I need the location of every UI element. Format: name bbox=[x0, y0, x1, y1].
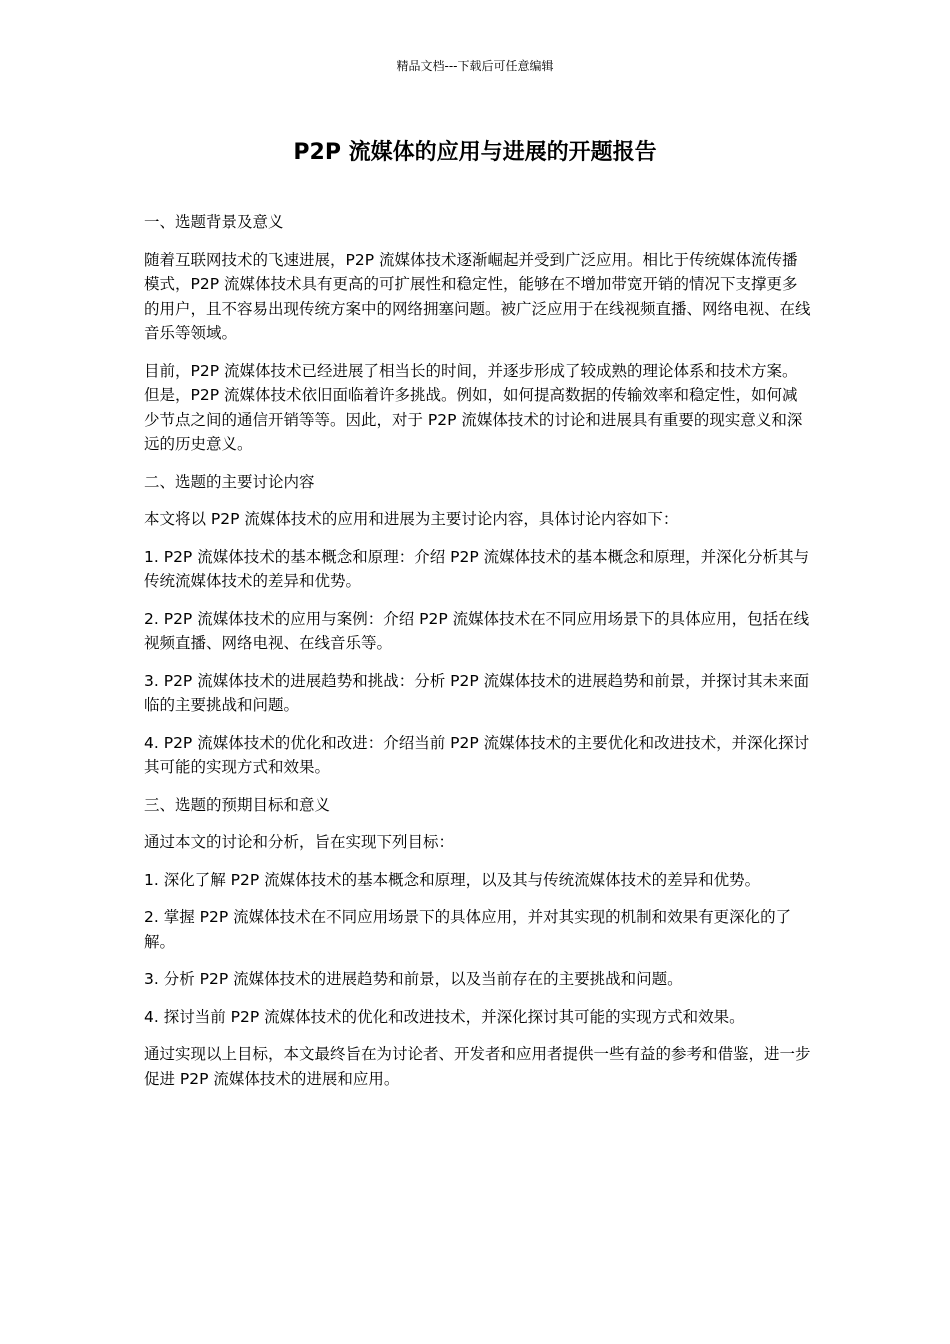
list-item-goals-3: 3. 分析 P2P 流媒体技术的进展趋势和前景，以及当前存在的主要挑战和问题。 bbox=[144, 970, 683, 988]
paragraph-goals-intro: 通过本文的讨论和分析，旨在实现下列目标： bbox=[144, 833, 455, 851]
header-note: 精品文档---下载后可任意编辑 bbox=[396, 59, 554, 73]
paragraph-background-1: 随着互联网技术的飞速进展，P2P 流媒体技术逐渐崛起并受到广泛应用。相比于传统媒体流传播模式，P2P 流媒体技术具有更高的可扩展性和稳定性，能够在不增加带宽开销的情况下支撑更多的用户，且不容易出现传统方案中的网络拥塞问题。被广泛应用于在线视频直播、网络电视、在线音乐等领域。 bbox=[144, 250, 811, 342]
section-heading-background: 一、选题背景及意义 bbox=[144, 213, 284, 231]
paragraph-closing: 通过实现以上目标，本文最终旨在为讨论者、开发者和应用者提供一些有益的参考和借鉴，进一步促进 P2P 流媒体技术的进展和应用。 bbox=[144, 1045, 811, 1088]
paragraph-content-intro: 本文将以 P2P 流媒体技术的应用和进展为主要讨论内容，具体讨论内容如下： bbox=[144, 510, 679, 528]
section-heading-content: 二、选题的主要讨论内容 bbox=[144, 472, 315, 491]
list-item-goals-2: 2. 掌握 P2P 流媒体技术在不同应用场景下的具体应用，并对其实现的机制和效果有更深化的了解。 bbox=[144, 908, 792, 951]
list-item-content-1: 1. P2P 流媒体技术的基本概念和原理：介绍 P2P 流媒体技术的基本概念和原理，并深化分析其与传统流媒体技术的差异和优势。 bbox=[144, 547, 810, 590]
paragraph-background-2: 目前，P2P 流媒体技术已经进展了相当长的时间，并逐步形成了较成熟的理论体系和技术方案。但是，P2P 流媒体技术依旧面临着许多挑战。例如，如何提高数据的传输效率和稳定性，如何减少节点之间的通信开销等等。因此，对于 P2P 流媒体技术的讨论和进展具有重要的现实意义和深远的历史意义。 bbox=[144, 361, 803, 453]
list-item-goals-4: 4. 探讨当前 P2P 流媒体技术的优化和改进技术，并深化探讨其可能的实现方式和效果。 bbox=[144, 1007, 745, 1026]
list-item-content-4: 4. P2P 流媒体技术的优化和改进：介绍当前 P2P 流媒体技术的主要优化和改进技术，并深化探讨其可能的实现方式和效果。 bbox=[144, 733, 810, 776]
list-item-content-2: 2. P2P 流媒体技术的应用与案例：介绍 P2P 流媒体技术在不同应用场景下的具体应用，包括在线视频直播、网络电视、在线音乐等。 bbox=[144, 609, 810, 652]
list-item-goals-1: 1. 深化了解 P2P 流媒体技术的基本概念和原理，以及其与传统流媒体技术的差异和优势。 bbox=[144, 870, 761, 889]
document-body bbox=[144, 210, 812, 1104]
list-item-content-3: 3. P2P 流媒体技术的进展趋势和挑战：分析 P2P 流媒体技术的进展趋势和前景，并探讨其未来面临的主要挑战和问题。 bbox=[144, 671, 810, 714]
section-heading-goals: 三、选题的预期目标和意义 bbox=[144, 795, 331, 814]
document-title: P2P 流媒体的应用与进展的开题报告 bbox=[293, 140, 657, 165]
